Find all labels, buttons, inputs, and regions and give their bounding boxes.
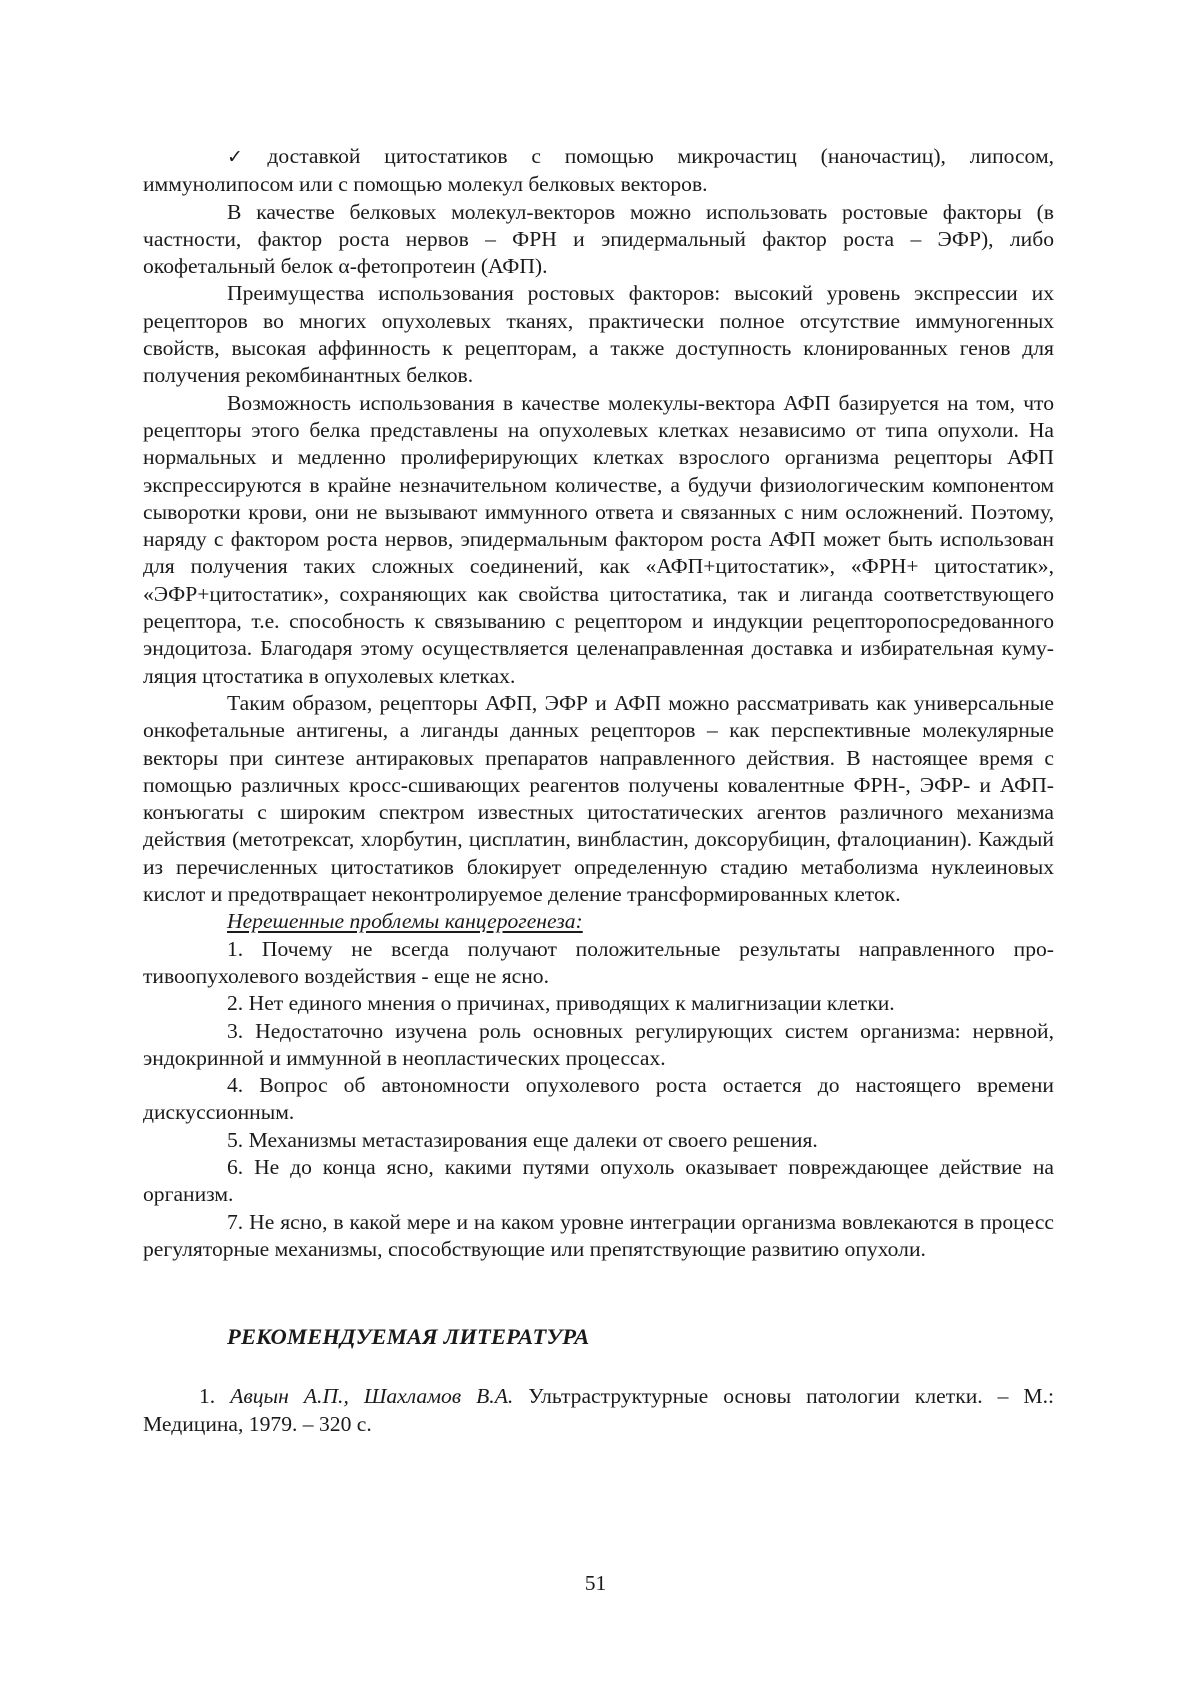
paragraph-text: доставкой цитостатиков с помощью микрочастиц (наночастиц), липосом, иммунолипосом или с помощью молекул белковых векторов.: [143, 144, 1055, 197]
problems-list: [143, 936, 1054, 1264]
problem-item: 3. Недостаточно изучена роль основных регулирующих систем организма: нервной, эндокринной и иммунной в неопластических процессах.: [143, 1018, 1054, 1070]
literature-item: [143, 1383, 1054, 1438]
paragraph-growth-factors-advantages: Преимущества использования ростовых факторов: высокий уровень экспрессии их рецепторов во многих опухолевых тканях, практически полное отсутствие иммуногенных свойств, высокая аффинность к рецепторам, а также доступность клонированных генов для получения рекомбинантных белков.: [143, 281, 1054, 388]
literature-heading: РЕКОМЕНДУЕМАЯ ЛИТЕРАТУРА: [227, 1324, 590, 1350]
checkmark-icon: ✓: [227, 146, 262, 168]
paragraph-protein-vectors: В качестве белковых молекул-векторов можно использовать ростовые факторы (в частности, фактор роста нервов – ФРН и эпидермальный фактор роста – ЭФР), либо окофетальный белок α-фетопротеин (АФП).: [143, 199, 1054, 279]
problem-item: 2. Нет единого мнения о причинах, приводящих к малигнизации клетки.: [227, 991, 895, 1016]
problem-item: 1. Почему не всегда получают положительные результаты направленного противоопухолевого воздействия - еще не ясно.: [143, 936, 1054, 988]
page-number: 51: [584, 1571, 607, 1595]
problem-item: 5. Механизмы метастазирования еще далеки от своего решения.: [227, 1127, 818, 1152]
literature-item-text: Ультраструктурные основы патологии клетки. – М.: Медицина, 1979. – 320 с.: [143, 1384, 1054, 1436]
paragraph-conclusion: Таким образом, рецепторы АФП, ЭФР и АФП можно рассматривать как универсальные онкофетальные антигены, а лиганды данных рецепторов – как перспективные молекулярные векторы при синтезе антираковых препаратов направленного действия. В настоящее время с помощью различных кросс-сшивающих реагентов получены ковалентные ФРН-, ЭФР- и АФП-конъюгаты с широким спектром известных цитостатических агентов различного механизма действия (метотрексат, хлорбутин, цисплатин, винбластин, доксорубицин, фталоцианин). Каждый из перечисленных цитостатиков блокирует определенную стадию метаболизма нуклеиновых кислот и предотвращает неконтролируемое деление трансформированных клеток.: [143, 690, 1054, 907]
problems-heading: Нерешенные проблемы канцерогенеза:: [227, 909, 583, 934]
literature-item-authors: Авцын А.П., Шахламов В.А.: [230, 1384, 514, 1409]
document-page: [143, 143, 1054, 1438]
paragraph-delivery: [143, 143, 1054, 199]
problem-item: 7. Не ясно, в какой мере и на каком уровне интеграции организма вовлекаются в процесс регуляторные механизмы, способствующие или препятствующие развитию опухоли.: [143, 1209, 1054, 1261]
literature-item-number: 1.: [199, 1384, 216, 1409]
problem-item: 4. Вопрос об автономности опухолевого роста остается до настоящего времени дискуссионным.: [143, 1073, 1054, 1125]
problem-item: 6. Не до конца ясно, какими путями опухоль оказывает повреждающее действие на организм.: [143, 1154, 1054, 1207]
paragraph-afp-vector: Возможность использования в качестве молекулы-вектора АФП базируется на том, что рецепторы этого белка представлены на опухолевых клетках независимо от типа опухоли. На нормальных и медленно пролиферирующих клетках взрослого организма рецепторы АФП экспрессируются в крайне незначительном количестве, а будучи физиологическим компонентом сыворотки крови, они не вызывают иммунного ответа и связанных с ним осложнений. Поэтому, наряду с фактором роста нервов, эпидермальным фактором роста АФП может быть использован для получения таких сложных соединений, как «АФП+цитостатик», «ФРН+ цитостатик», «ЭФР+цитостатик», сохраняющих как свойства цитостатика, так и лиганда соответствующего рецептора, т.е. способность к связыванию с рецептором и индукции рецепторопосредованного эндоцитоза. Благодаря этому осуществляется целенаправленная доставка и избирательная кумуляция цтостатика в опухолевых клетках.: [143, 390, 1054, 688]
